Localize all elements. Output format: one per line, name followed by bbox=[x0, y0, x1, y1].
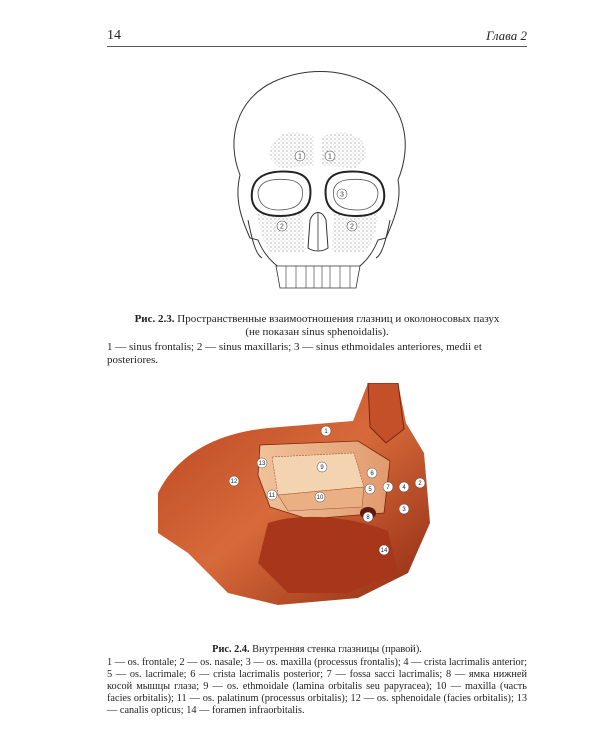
label-11: 11 bbox=[268, 493, 276, 499]
frontal-sinus-left bbox=[270, 132, 314, 168]
figure-2-3-legend: 1 — sinus frontalis; 2 — sinus maxillaris; 3 — sinus ethmoidales anteriores, medii et posteriores. bbox=[107, 341, 482, 366]
label-1: 1 bbox=[324, 429, 328, 435]
frontal-sinus-right bbox=[322, 132, 366, 168]
label-2-right: 2 bbox=[350, 223, 354, 231]
figure-2-4-title: Внутренняя стенка глазницы (правой). bbox=[252, 644, 422, 655]
figure-2-3-caption bbox=[107, 313, 527, 367]
figure-2-3-title-line bbox=[107, 313, 527, 339]
label-4: 4 bbox=[402, 485, 406, 491]
figure-2-3-label: Рис. 2.3. bbox=[134, 313, 175, 325]
label-9: 9 bbox=[320, 465, 324, 471]
label-3: 3 bbox=[402, 507, 406, 513]
label-2: 2 bbox=[418, 481, 422, 487]
figure-2-4-orbit-illustration bbox=[158, 383, 433, 615]
teeth bbox=[276, 266, 360, 288]
label-3: 3 bbox=[340, 191, 344, 199]
figure-2-3-title: Пространственные взаимоотношения глазниц и околоносовых пазух (не показан sinus sphenoidalis). bbox=[177, 313, 500, 338]
label-7: 7 bbox=[386, 485, 390, 491]
label-10: 10 bbox=[316, 495, 324, 501]
page-number: 14 bbox=[107, 28, 121, 43]
figure-2-3-skull-illustration bbox=[218, 70, 418, 302]
orbit-left bbox=[252, 172, 311, 216]
label-6: 6 bbox=[370, 471, 374, 477]
running-header bbox=[107, 28, 527, 47]
label-1-left: 1 bbox=[298, 153, 302, 161]
figure-2-4-legend: 1 — os. frontale; 2 — os. nasale; 3 — os. maxilla (processus frontalis); 4 — crista lacrimalis anterior; 5 — os. lacrimale; 6 — crista lacrimalis posterior; 7 — fossa sacci lacrimalis; 8 — ямка нижней косой мышцы глаза; 9 — os. ethmoidale (lamina orbitalis seu papyracea); 10 — maxilla (часть facies orbitalis); 11 — os. palatinum (processus orbitalis); 12 — os. sphenoidale (facies orbitalis); 13 — canalis opticus; 14 — foramen infraorbitalis. bbox=[107, 657, 527, 716]
figure-2-4-title-line bbox=[107, 644, 527, 656]
label-1-right: 1 bbox=[328, 153, 332, 161]
label-2-left: 2 bbox=[280, 223, 284, 231]
chapter-title: Глава 2 bbox=[486, 28, 527, 43]
orbit-right bbox=[326, 172, 385, 216]
figure-2-4-label: Рис. 2.4. bbox=[212, 644, 250, 655]
label-8: 8 bbox=[366, 515, 370, 521]
label-12: 12 bbox=[230, 479, 238, 485]
label-14: 14 bbox=[380, 548, 388, 554]
label-13: 13 bbox=[258, 461, 266, 467]
label-5: 5 bbox=[368, 487, 372, 493]
figure-2-4-caption bbox=[107, 644, 527, 717]
